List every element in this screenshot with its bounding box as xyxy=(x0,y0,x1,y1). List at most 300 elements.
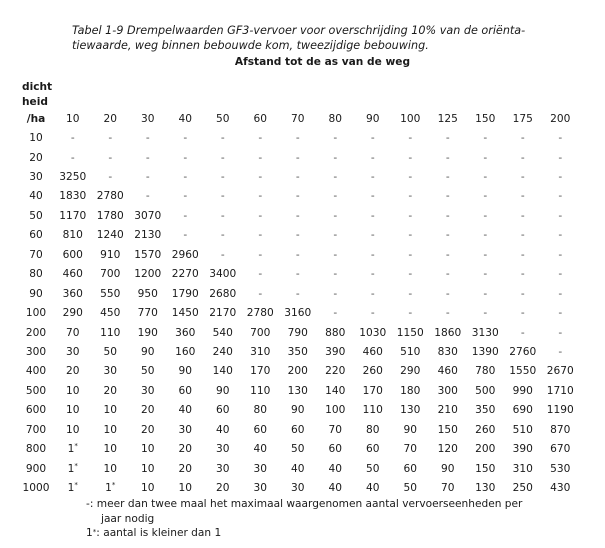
table-cell: 990 xyxy=(512,384,533,397)
table-cell: - xyxy=(108,151,113,164)
table-cell: 2680 xyxy=(209,287,237,300)
footnote-marker: * xyxy=(111,481,116,490)
table-row xyxy=(18,439,579,458)
row-header-label xyxy=(22,80,52,109)
table-cell: 20 xyxy=(66,365,80,378)
table-cell: 200 xyxy=(475,443,496,456)
table-cell: 3130 xyxy=(471,326,499,339)
table-cell: - xyxy=(295,209,300,222)
table-row xyxy=(18,148,579,167)
table-cell: 390 xyxy=(512,443,533,456)
table-cell: 60 xyxy=(328,443,342,456)
row-density: 30 xyxy=(29,171,43,184)
table-cell: 30 xyxy=(216,443,230,456)
table-cell: 1170 xyxy=(59,209,87,222)
table-cell: - xyxy=(483,171,488,184)
table-cell: - xyxy=(520,209,525,222)
table-cell: 80 xyxy=(253,404,267,417)
table-cell: - xyxy=(370,171,375,184)
row-header-unit: /ha xyxy=(26,112,46,125)
table-cell: - xyxy=(183,171,188,184)
table-cell: 10 xyxy=(103,443,117,456)
table-cell: - xyxy=(558,190,563,203)
table-cell: - xyxy=(445,132,450,145)
table-cell: 20 xyxy=(178,462,192,475)
table-cell: - xyxy=(520,248,525,261)
note-star-text: aantal is kleiner dan 1 xyxy=(103,527,222,540)
table-cell: 90 xyxy=(441,462,455,475)
row-header-line-1: dicht xyxy=(22,81,53,93)
table-cell: 460 xyxy=(362,345,383,358)
table-cell: 10 xyxy=(66,404,80,417)
note-dash-key: -: xyxy=(86,498,94,510)
row-density: 1000 xyxy=(22,482,50,495)
table-cell: 360 xyxy=(175,326,196,339)
table-cell: - xyxy=(408,151,413,164)
table-cell: 140 xyxy=(325,384,346,397)
table-cell: - xyxy=(483,190,488,203)
row-density: 300 xyxy=(25,345,47,358)
row-density: 40 xyxy=(29,190,43,203)
table-cell: - xyxy=(258,287,263,300)
table-cell: 1* xyxy=(67,442,78,456)
table-cell: 170 xyxy=(362,384,383,397)
note-star xyxy=(86,526,522,541)
column-header: 50 xyxy=(216,112,230,125)
table-cell: - xyxy=(408,132,413,145)
table-cell: 540 xyxy=(212,326,233,339)
table-cell: - xyxy=(558,209,563,222)
table-caption xyxy=(72,23,592,53)
table-cell: 90 xyxy=(291,404,305,417)
table-cell: 130 xyxy=(287,384,308,397)
column-header: 200 xyxy=(550,112,571,125)
table-cell: 70 xyxy=(403,443,417,456)
table-cell: 120 xyxy=(437,443,458,456)
column-header: 80 xyxy=(328,112,342,125)
row-density: 500 xyxy=(25,384,47,397)
table-cell: - xyxy=(483,268,488,281)
table-cell: 450 xyxy=(100,307,121,320)
table-cell: - xyxy=(520,326,525,339)
table-row xyxy=(18,381,579,400)
table-cell: - xyxy=(333,287,338,300)
footnote-marker: * xyxy=(74,481,78,490)
table-cell: - xyxy=(558,229,563,242)
table-body xyxy=(18,128,579,497)
table-cell: 20 xyxy=(141,423,155,436)
table-cell: 2780 xyxy=(246,307,274,320)
table-cell: 50 xyxy=(141,365,155,378)
table-cell: 250 xyxy=(512,482,533,495)
table-cell: 1150 xyxy=(396,326,424,339)
footnote-marker: * xyxy=(74,442,78,451)
column-header: 90 xyxy=(366,112,380,125)
table-cell: - xyxy=(333,132,338,145)
table-cell: - xyxy=(445,171,450,184)
table-cell: 10 xyxy=(66,384,80,397)
row-density: 700 xyxy=(25,423,47,436)
table-cell: 40 xyxy=(253,443,267,456)
table-cell: 810 xyxy=(62,229,83,242)
table-cell: 3400 xyxy=(209,268,237,281)
table-cell: - xyxy=(145,151,150,164)
table-cell: 1* xyxy=(67,481,78,495)
footnote-marker: * xyxy=(74,461,78,470)
table-cell: 830 xyxy=(437,345,458,358)
table-cell: 430 xyxy=(550,482,571,495)
row-density: 20 xyxy=(29,151,43,164)
table-cell: 60 xyxy=(366,443,380,456)
table-cell: 300 xyxy=(437,384,458,397)
table-cell: 60 xyxy=(403,462,417,475)
table-cell: - xyxy=(333,268,338,281)
table-cell: - xyxy=(558,307,563,320)
table-cell: - xyxy=(145,132,150,145)
table-cell: 390 xyxy=(325,345,346,358)
table-cell: 60 xyxy=(216,404,230,417)
column-header: 125 xyxy=(437,112,458,125)
table-cell: 30 xyxy=(66,345,80,358)
table-row xyxy=(18,206,579,225)
table-cell: 70 xyxy=(441,482,455,495)
table-cell: - xyxy=(558,326,563,339)
table-cell: 310 xyxy=(512,462,533,475)
table-cell: - xyxy=(258,132,263,145)
table-cell: 80 xyxy=(366,423,380,436)
table-cell: - xyxy=(483,307,488,320)
table-cell: 30 xyxy=(103,365,117,378)
threshold-table xyxy=(18,109,579,498)
table-cell: 1390 xyxy=(471,345,499,358)
table-cell: - xyxy=(445,287,450,300)
table-cell: - xyxy=(183,151,188,164)
table-cell: 10 xyxy=(103,462,117,475)
table-cell: - xyxy=(445,229,450,242)
table-cell: - xyxy=(70,132,75,145)
table-row xyxy=(18,478,579,497)
table-cell: 30 xyxy=(291,482,305,495)
table-cell: 770 xyxy=(137,307,158,320)
row-density: 10 xyxy=(29,132,43,145)
table-cell: 2670 xyxy=(546,365,574,378)
footnote-marker: * xyxy=(92,528,97,537)
table-cell: 30 xyxy=(178,423,192,436)
table-cell: - xyxy=(483,229,488,242)
row-density: 900 xyxy=(25,462,47,475)
table-cell: 180 xyxy=(400,384,421,397)
table-cell: 40 xyxy=(366,482,380,495)
note-dash-text: meer dan twee maal het maximaal waargenomen aantal vervoerseenheden per xyxy=(96,498,523,510)
table-cell: 670 xyxy=(550,443,571,456)
table-cell: - xyxy=(333,209,338,222)
table-cell: 260 xyxy=(362,365,383,378)
table-cell: - xyxy=(220,229,225,242)
table-cell: 90 xyxy=(141,345,155,358)
table-cell: - xyxy=(295,287,300,300)
table-cell: 210 xyxy=(437,404,458,417)
table-cell: - xyxy=(295,248,300,261)
table-cell: - xyxy=(520,151,525,164)
table-row xyxy=(18,245,579,264)
column-header: 10 xyxy=(66,112,80,125)
table-cell: - xyxy=(520,132,525,145)
table-cell: 170 xyxy=(250,365,271,378)
table-cell: - xyxy=(258,229,263,242)
table-cell: - xyxy=(295,268,300,281)
table-cell: - xyxy=(520,287,525,300)
table-cell: - xyxy=(333,190,338,203)
table-cell: - xyxy=(483,132,488,145)
table-cell: - xyxy=(370,307,375,320)
table-row xyxy=(18,401,579,420)
table-cell: 240 xyxy=(212,345,233,358)
table-cell: 100 xyxy=(325,404,346,417)
table-cell: 1570 xyxy=(134,248,162,261)
table-cell: 2960 xyxy=(171,248,199,261)
table-cell: 30 xyxy=(216,462,230,475)
table-cell: - xyxy=(258,268,263,281)
caption-line-2: tiewaarde, weg binnen bebouwde kom, tweezijdige bebouwing. xyxy=(72,39,429,52)
table-cell: 200 xyxy=(287,365,308,378)
table-cell: - xyxy=(183,209,188,222)
table-cell: - xyxy=(295,132,300,145)
table-cell: 70 xyxy=(66,326,80,339)
table-cell: 550 xyxy=(100,287,121,300)
row-density: 400 xyxy=(25,365,47,378)
row-header-line-2: heid xyxy=(22,95,48,108)
row-density: 200 xyxy=(25,326,47,339)
table-cell: - xyxy=(558,132,563,145)
table-cell: - xyxy=(370,287,375,300)
table-cell: - xyxy=(408,171,413,184)
table-cell: 90 xyxy=(178,365,192,378)
table-cell: 20 xyxy=(141,404,155,417)
table-cell: 310 xyxy=(250,345,271,358)
table-cell: 10 xyxy=(141,443,155,456)
table-row xyxy=(18,362,579,381)
column-header: 100 xyxy=(400,112,421,125)
table-cell: 10 xyxy=(66,423,80,436)
table-cell: 30 xyxy=(141,384,155,397)
table-cell: - xyxy=(483,287,488,300)
table-cell: 70 xyxy=(328,423,342,436)
table-row xyxy=(18,284,579,303)
table-cell: 510 xyxy=(400,345,421,358)
table-cell: 1450 xyxy=(171,307,199,320)
table-cell: 130 xyxy=(400,404,421,417)
table-cell: 1* xyxy=(67,461,78,475)
table-cell: 10 xyxy=(141,482,155,495)
table-cell: - xyxy=(558,248,563,261)
note-dash-line-2: jaar nodig xyxy=(101,512,155,525)
table-cell: - xyxy=(333,229,338,242)
table-cell: 350 xyxy=(287,345,308,358)
table-cell: 140 xyxy=(212,365,233,378)
column-header: 70 xyxy=(291,112,305,125)
table-cell: - xyxy=(258,248,263,261)
table-cell: - xyxy=(183,132,188,145)
table-cell: - xyxy=(408,287,413,300)
table-cell: 530 xyxy=(550,462,571,475)
table-cell: 290 xyxy=(62,307,83,320)
table-cell: - xyxy=(520,307,525,320)
table-cell: 3250 xyxy=(59,171,87,184)
column-header: 40 xyxy=(178,112,192,125)
table-cell: 510 xyxy=(512,423,533,436)
table-cell: 700 xyxy=(100,268,121,281)
table-cell: 110 xyxy=(362,404,383,417)
table-cell: - xyxy=(408,248,413,261)
table-cell: 2780 xyxy=(96,190,124,203)
table-cell: - xyxy=(483,151,488,164)
caption-line-1: Tabel 1-9 Drempelwaarden GF3-vervoer voor overschrijding 10% van de oriënta- xyxy=(72,24,526,37)
table-row xyxy=(18,226,579,245)
table-cell: - xyxy=(445,248,450,261)
table-cell: - xyxy=(108,171,113,184)
table-cell: - xyxy=(333,171,338,184)
table-cell: - xyxy=(333,248,338,261)
table-cell: - xyxy=(220,209,225,222)
table-cell: - xyxy=(220,190,225,203)
table-cell: 3070 xyxy=(134,209,162,222)
table-cell: 880 xyxy=(325,326,346,339)
table-cell: 150 xyxy=(475,462,496,475)
table-cell: - xyxy=(220,151,225,164)
table-cell: 1790 xyxy=(171,287,199,300)
table-cell: - xyxy=(558,345,563,358)
table-cell: - xyxy=(370,248,375,261)
table-cell: - xyxy=(295,190,300,203)
table-cell: 20 xyxy=(216,482,230,495)
table-cell: - xyxy=(520,268,525,281)
table-cell: - xyxy=(370,268,375,281)
table-cell: 460 xyxy=(437,365,458,378)
table-cell: - xyxy=(220,248,225,261)
table-cell: 1780 xyxy=(96,209,124,222)
table-cell: - xyxy=(295,151,300,164)
table-row xyxy=(18,128,579,147)
table-cell: 50 xyxy=(403,482,417,495)
row-density: 800 xyxy=(25,443,47,456)
table-cell: - xyxy=(370,151,375,164)
table-cell: - xyxy=(333,307,338,320)
table-cell: 600 xyxy=(62,248,83,261)
table-cell: - xyxy=(520,190,525,203)
table-cell: - xyxy=(445,190,450,203)
table-cell: 190 xyxy=(137,326,158,339)
table-cell: - xyxy=(408,209,413,222)
table-cell: 40 xyxy=(328,462,342,475)
table-cell: 60 xyxy=(178,384,192,397)
table-cell: - xyxy=(558,171,563,184)
table-cell: 10 xyxy=(178,482,192,495)
table-cell: - xyxy=(520,171,525,184)
table-cell: 1240 xyxy=(96,229,124,242)
table-cell: - xyxy=(295,229,300,242)
table-cell: 950 xyxy=(137,287,158,300)
table-cell: - xyxy=(520,229,525,242)
table-cell: - xyxy=(370,132,375,145)
table-cell: - xyxy=(483,248,488,261)
table-cell: - xyxy=(558,287,563,300)
table-cell: 220 xyxy=(325,365,346,378)
table-cell: 1030 xyxy=(359,326,387,339)
table-cell: 1710 xyxy=(546,384,574,397)
table-cell: 20 xyxy=(178,443,192,456)
table-cell: - xyxy=(445,268,450,281)
table-cell: 500 xyxy=(475,384,496,397)
table-cell: 2760 xyxy=(509,345,537,358)
table-cell: 30 xyxy=(253,482,267,495)
row-density: 50 xyxy=(29,209,43,222)
table-row xyxy=(18,187,579,206)
table-cell: - xyxy=(370,209,375,222)
table-cell: 780 xyxy=(475,365,496,378)
table-cell: - xyxy=(220,132,225,145)
table-cell: - xyxy=(220,171,225,184)
table-cell: - xyxy=(445,209,450,222)
table-cell: 40 xyxy=(291,462,305,475)
note-dash xyxy=(86,497,522,512)
table-cell: 60 xyxy=(253,423,267,436)
table-row xyxy=(18,459,579,478)
table-cell: 870 xyxy=(550,423,571,436)
table-cell: 110 xyxy=(100,326,121,339)
table-cell: 50 xyxy=(366,462,380,475)
table-cell: - xyxy=(108,132,113,145)
table-row xyxy=(18,420,579,439)
table-cell: 40 xyxy=(328,482,342,495)
note-star-key: 1*: xyxy=(86,527,100,540)
table-cell: 690 xyxy=(512,404,533,417)
table-row xyxy=(18,167,579,186)
table-cell: - xyxy=(445,307,450,320)
table-cell: 290 xyxy=(400,365,421,378)
table-cell: 20 xyxy=(103,384,117,397)
table-cell: 460 xyxy=(62,268,83,281)
table-cell: - xyxy=(408,307,413,320)
table-cell: 10 xyxy=(141,462,155,475)
table-cell: 360 xyxy=(62,287,83,300)
table-cell: 130 xyxy=(475,482,496,495)
table-cell: 1830 xyxy=(59,190,87,203)
table-cell: 1* xyxy=(105,481,116,495)
table-cell: 10 xyxy=(103,423,117,436)
table-cell: - xyxy=(408,229,413,242)
column-header: 30 xyxy=(141,112,155,125)
table-cell: 10 xyxy=(103,404,117,417)
table-cell: 1190 xyxy=(546,404,574,417)
table-cell: - xyxy=(558,151,563,164)
table-row xyxy=(18,342,579,361)
table-cell: 60 xyxy=(291,423,305,436)
table-cell: - xyxy=(483,209,488,222)
table-cell: 3160 xyxy=(284,307,312,320)
row-density: 600 xyxy=(25,404,47,417)
table-cell: - xyxy=(145,190,150,203)
table-cell: 90 xyxy=(403,423,417,436)
column-header: 60 xyxy=(253,112,267,125)
table-cell: - xyxy=(258,190,263,203)
table-cell: 910 xyxy=(100,248,121,261)
table-cell: - xyxy=(408,190,413,203)
table-cell: 30 xyxy=(253,462,267,475)
table-cell: 50 xyxy=(103,345,117,358)
row-density: 90 xyxy=(29,287,43,300)
row-density: 70 xyxy=(29,248,43,261)
row-density: 80 xyxy=(29,268,43,281)
